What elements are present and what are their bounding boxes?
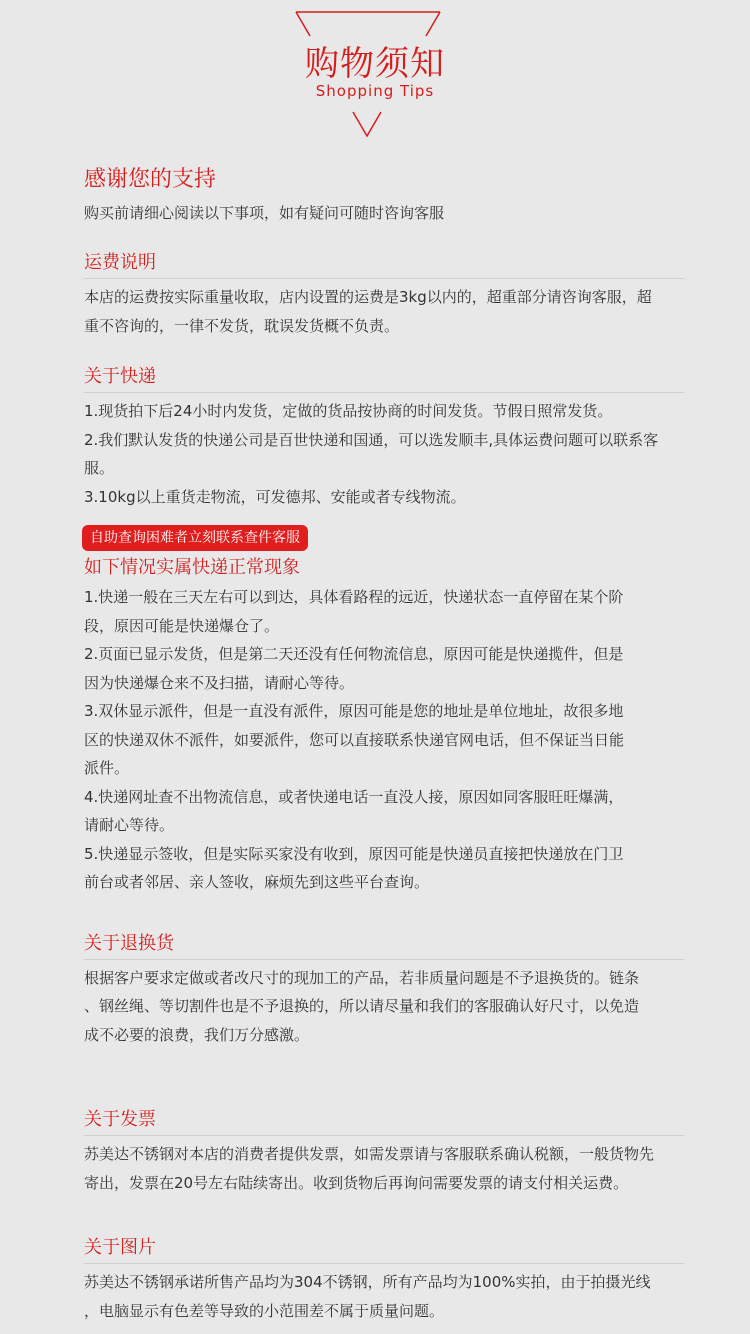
text-line: 3.10kg以上重货走物流，可发德邦、安能或者专线物流。 bbox=[84, 487, 466, 506]
pictures-section bbox=[84, 1233, 700, 1325]
text-line: 3.双休显示派件，但是一直没有派件，原因可能是您的地址是单位地址，故很多地 bbox=[84, 702, 624, 720]
section-body bbox=[84, 964, 700, 1050]
section-title: 关于图片 bbox=[84, 1233, 684, 1264]
section-body bbox=[84, 283, 700, 340]
chevron-down-icon bbox=[353, 112, 381, 136]
text-line: 请耐心等待。 bbox=[84, 816, 175, 834]
text-line: 、钢丝绳、等切割件也是不予退换的，所以请尽量和我们的客服确认好尺寸，以免造 bbox=[84, 997, 640, 1015]
text-line: 成不必要的浪费，我们万分感激。 bbox=[84, 1025, 310, 1044]
section-title: 关于发票 bbox=[84, 1105, 684, 1136]
text-line: 根据客户要求定做或者改尺寸的现加工的产品，若非质量问题是不予退换货的。链条 bbox=[84, 968, 640, 987]
text-line: 苏美达不锈钢承诺所售产品均为304不锈钢，所有产品均为100%实拍，由于拍摄光线 bbox=[84, 1273, 651, 1291]
frame-right-line bbox=[426, 12, 440, 36]
text-line: ，电脑显示有色差等导致的小范围差不属于质量问题。 bbox=[84, 1301, 445, 1320]
returns-section bbox=[84, 929, 700, 1050]
text-line: 1.快递一般在三天左右可以到达，具体看路程的远近，快递状态一直停留在某个阶 bbox=[84, 588, 624, 606]
text-line: 重不咨询的，一律不发货，耽误发货概不负责。 bbox=[84, 316, 400, 335]
text-line: 区的快递双休不派件，如要派件，您可以直接联系快递官网电话，但不保证当日能 bbox=[84, 730, 625, 749]
contact-service-badge[interactable]: 自助查询困难者立刻联系查件客服 bbox=[82, 525, 308, 551]
notice-content bbox=[84, 160, 700, 1325]
header-banner bbox=[0, 0, 750, 150]
thanks-subtitle: 购买前请细心阅读以下事项，如有疑问可随时咨询客服 bbox=[84, 204, 445, 222]
text-line: 寄出，发票在20号左右陆续寄出。收到货物后再询问需要发票的请支付相关运费。 bbox=[84, 1173, 629, 1192]
text-line: 1.现货拍下后24小时内发货，定做的货品按协商的时间发货。节假日照常发货。 bbox=[84, 402, 613, 420]
frame-left-line bbox=[296, 12, 310, 36]
thanks-title: 感谢您的支持 bbox=[84, 167, 217, 192]
normal-cases-section bbox=[84, 553, 700, 897]
text-line: 前台或者邻居、亲人签收，麻烦先到这些平台查询。 bbox=[84, 873, 430, 891]
badge-row bbox=[82, 525, 700, 551]
text-line: 派件。 bbox=[84, 759, 130, 777]
section-title: 关于快递 bbox=[84, 362, 684, 393]
text-line: 段，原因可能是快递爆仓了。 bbox=[84, 616, 280, 635]
section-title: 运费说明 bbox=[84, 248, 684, 279]
thanks-section bbox=[84, 160, 700, 226]
section-title: 如下情况实属快递正常现象 bbox=[84, 557, 300, 578]
text-line: 本店的运费按实际重量收取，店内设置的运费是3kg以内的，超重部分请咨询客服，超 bbox=[84, 288, 652, 306]
text-line: 4.快递网址查不出物流信息，或者快递电话一直没人接，原因如同客服旺旺爆满， bbox=[84, 787, 624, 806]
section-title: 关于退换货 bbox=[84, 929, 684, 960]
section-body bbox=[84, 1140, 700, 1197]
invoice-section bbox=[84, 1105, 700, 1197]
text-line: 因为快递爆仓来不及扫描，请耐心等待。 bbox=[84, 673, 355, 692]
text-line: 5.快递显示签收，但是实际买家没有收到，原因可能是快递员直接把快递放在门卫 bbox=[84, 844, 624, 863]
section-body bbox=[84, 397, 700, 511]
shipping-fee-section bbox=[84, 248, 700, 340]
page-title: 购物须知 bbox=[305, 44, 445, 84]
section-body bbox=[84, 583, 700, 897]
express-section bbox=[84, 362, 700, 511]
section-body bbox=[84, 1268, 700, 1325]
text-line: 服。 bbox=[84, 459, 115, 477]
text-line: 苏美达不锈钢对本店的消费者提供发票，如需发票请与客服联系确认税额，一般货物先 bbox=[84, 1145, 655, 1163]
text-line: 2.我们默认发货的快递公司是百世快递和国通，可以选发顺丰,具体运费问题可以联系客 bbox=[84, 430, 659, 449]
page-subtitle: Shopping Tips bbox=[315, 82, 435, 100]
text-line: 2.页面已显示发货，但是第二天还没有任何物流信息，原因可能是快递揽件，但是 bbox=[84, 645, 624, 663]
